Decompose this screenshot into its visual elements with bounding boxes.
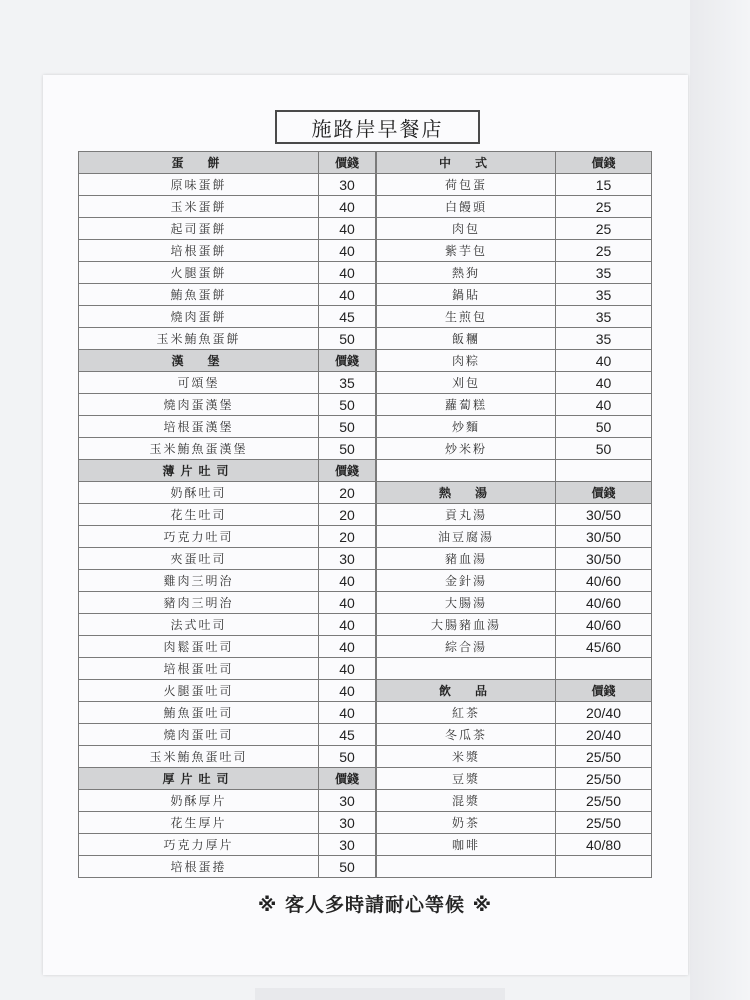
item-name: 生煎包	[377, 306, 556, 328]
menu-item-row	[79, 856, 376, 878]
item-price: 45	[319, 724, 376, 746]
menu-item-row	[377, 504, 652, 526]
item-name: 豬血湯	[377, 548, 556, 570]
menu-item-row	[79, 834, 376, 856]
menu-item-row	[377, 746, 652, 768]
item-name: 巧克力厚片	[79, 834, 319, 856]
item-name: 培根蛋吐司	[79, 658, 319, 680]
menu-item-row	[79, 526, 376, 548]
item-name: 夾蛋吐司	[79, 548, 319, 570]
item-price: 30	[319, 812, 376, 834]
item-price: 25/50	[556, 790, 652, 812]
item-name: 火腿蛋餅	[79, 262, 319, 284]
item-price: 50	[319, 394, 376, 416]
item-name: 花生厚片	[79, 812, 319, 834]
item-price: 50	[556, 416, 652, 438]
menu-item-row	[377, 394, 652, 416]
item-price: 15	[556, 174, 652, 196]
section-header-row	[79, 460, 376, 482]
item-name: 原味蛋餅	[79, 174, 319, 196]
left-menu-table	[78, 151, 376, 878]
item-name: 金針湯	[377, 570, 556, 592]
price-header: 價錢	[556, 152, 652, 174]
menu-item-row	[79, 262, 376, 284]
item-price: 35	[319, 372, 376, 394]
item-price: 30	[319, 174, 376, 196]
item-name	[377, 856, 556, 878]
menu-item-row	[79, 482, 376, 504]
shop-title: 施路岸早餐店	[275, 110, 480, 144]
menu-item-row	[377, 438, 652, 460]
menu-item-row	[79, 306, 376, 328]
item-price: 40/60	[556, 570, 652, 592]
item-name	[377, 460, 556, 482]
menu-item-row	[79, 614, 376, 636]
item-price: 40/60	[556, 614, 652, 636]
item-price: 45/60	[556, 636, 652, 658]
menu-item-row	[377, 834, 652, 856]
item-price: 40	[319, 636, 376, 658]
item-price: 35	[556, 306, 652, 328]
menu-item-row	[79, 680, 376, 702]
item-price: 40	[319, 592, 376, 614]
price-header: 價錢	[319, 768, 376, 790]
item-name: 蘿蔔糕	[377, 394, 556, 416]
item-name: 荷包蛋	[377, 174, 556, 196]
item-name: 鮪魚蛋餅	[79, 284, 319, 306]
item-name: 肉包	[377, 218, 556, 240]
price-header: 價錢	[319, 350, 376, 372]
section-header-row	[79, 152, 376, 174]
menu-item-row	[79, 658, 376, 680]
menu-item-row	[79, 570, 376, 592]
menu-item-row	[377, 702, 652, 724]
menu-item-row	[377, 570, 652, 592]
item-name: 紅茶	[377, 702, 556, 724]
item-price: 45	[319, 306, 376, 328]
menu-item-row	[79, 746, 376, 768]
item-name: 豆漿	[377, 768, 556, 790]
item-name: 綜合湯	[377, 636, 556, 658]
item-name: 可頌堡	[79, 372, 319, 394]
menu-item-row	[79, 636, 376, 658]
item-name: 火腿蛋吐司	[79, 680, 319, 702]
paper-edge	[255, 988, 505, 1000]
item-name: 奶酥厚片	[79, 790, 319, 812]
blank-row	[377, 856, 652, 878]
menu-item-row	[79, 416, 376, 438]
item-name	[377, 658, 556, 680]
menu-item-row	[377, 328, 652, 350]
item-price: 50	[556, 438, 652, 460]
item-price: 25	[556, 240, 652, 262]
item-name: 鍋貼	[377, 284, 556, 306]
item-price	[556, 856, 652, 878]
item-name: 雞肉三明治	[79, 570, 319, 592]
menu-item-row	[79, 196, 376, 218]
item-price: 40	[556, 372, 652, 394]
section-title: 厚片吐司	[79, 768, 319, 790]
menu-item-row	[377, 614, 652, 636]
blank-row	[377, 658, 652, 680]
item-name: 大腸豬血湯	[377, 614, 556, 636]
item-price: 25	[556, 196, 652, 218]
menu-item-row	[377, 196, 652, 218]
item-price: 40/80	[556, 834, 652, 856]
menu-item-row	[377, 526, 652, 548]
menu-item-row	[79, 702, 376, 724]
menu-item-row	[377, 416, 652, 438]
section-header-row	[79, 350, 376, 372]
item-name: 玉米鮪魚蛋漢堡	[79, 438, 319, 460]
menu-item-row	[79, 372, 376, 394]
item-name: 混漿	[377, 790, 556, 812]
item-price: 40	[319, 218, 376, 240]
item-name: 培根蛋漢堡	[79, 416, 319, 438]
item-name: 玉米鮪魚蛋餅	[79, 328, 319, 350]
right-menu-table	[376, 151, 652, 878]
item-price: 20	[319, 526, 376, 548]
item-name: 豬肉三明治	[79, 592, 319, 614]
item-name: 白饅頭	[377, 196, 556, 218]
item-name: 油豆腐湯	[377, 526, 556, 548]
item-price: 40	[319, 658, 376, 680]
item-price: 20/40	[556, 724, 652, 746]
item-price: 25/50	[556, 812, 652, 834]
section-title: 漢 堡	[79, 350, 319, 372]
item-price: 40	[319, 680, 376, 702]
menu-item-row	[377, 790, 652, 812]
item-price: 30	[319, 548, 376, 570]
item-name: 咖啡	[377, 834, 556, 856]
item-price	[556, 658, 652, 680]
item-name: 肉鬆蛋吐司	[79, 636, 319, 658]
item-price: 20	[319, 504, 376, 526]
item-price: 30/50	[556, 526, 652, 548]
item-name: 玉米蛋餅	[79, 196, 319, 218]
menu-item-row	[377, 174, 652, 196]
item-price: 30	[319, 834, 376, 856]
item-name: 法式吐司	[79, 614, 319, 636]
item-price: 40	[319, 196, 376, 218]
item-price: 20	[319, 482, 376, 504]
menu-item-row	[377, 306, 652, 328]
item-name: 鮪魚蛋吐司	[79, 702, 319, 724]
item-price: 35	[556, 284, 652, 306]
menu-item-row	[377, 636, 652, 658]
item-price: 40/60	[556, 592, 652, 614]
wall-background	[690, 0, 750, 1000]
item-name: 炒麵	[377, 416, 556, 438]
menu-item-row	[79, 790, 376, 812]
item-price: 25	[556, 218, 652, 240]
price-header: 價錢	[319, 152, 376, 174]
item-price: 40	[319, 570, 376, 592]
item-name: 巧克力吐司	[79, 526, 319, 548]
item-price: 20/40	[556, 702, 652, 724]
item-name: 熱狗	[377, 262, 556, 284]
section-header-row	[377, 680, 652, 702]
item-price: 30/50	[556, 504, 652, 526]
section-header-row	[79, 768, 376, 790]
item-name: 燒肉蛋漢堡	[79, 394, 319, 416]
item-price: 40	[556, 350, 652, 372]
item-name: 燒肉蛋吐司	[79, 724, 319, 746]
item-name: 大腸湯	[377, 592, 556, 614]
price-header: 價錢	[556, 680, 652, 702]
item-name: 冬瓜茶	[377, 724, 556, 746]
menu-item-row	[377, 724, 652, 746]
price-header: 價錢	[556, 482, 652, 504]
item-name: 炒米粉	[377, 438, 556, 460]
item-price: 40	[319, 240, 376, 262]
menu-item-row	[377, 592, 652, 614]
menu-item-row	[79, 174, 376, 196]
item-price: 30/50	[556, 548, 652, 570]
item-name: 奶酥吐司	[79, 482, 319, 504]
price-header: 價錢	[319, 460, 376, 482]
menu-item-row	[377, 548, 652, 570]
footer-notice: ※ 客人多時請耐心等候 ※	[257, 894, 493, 916]
section-header-row	[377, 152, 652, 174]
item-price: 50	[319, 328, 376, 350]
menu-item-row	[377, 768, 652, 790]
item-price: 50	[319, 746, 376, 768]
item-name: 肉粽	[377, 350, 556, 372]
menu-item-row	[79, 438, 376, 460]
item-price: 30	[319, 790, 376, 812]
item-name: 紫芋包	[377, 240, 556, 262]
item-name: 玉米鮪魚蛋吐司	[79, 746, 319, 768]
menu-item-row	[79, 394, 376, 416]
item-price: 50	[319, 416, 376, 438]
item-name: 培根蛋捲	[79, 856, 319, 878]
section-title: 中 式	[377, 152, 556, 174]
menu-item-row	[377, 372, 652, 394]
item-name: 飯糰	[377, 328, 556, 350]
item-name: 燒肉蛋餅	[79, 306, 319, 328]
item-name: 貢丸湯	[377, 504, 556, 526]
section-title: 熱 湯	[377, 482, 556, 504]
menu-item-row	[377, 812, 652, 834]
section-title: 蛋 餅	[79, 152, 319, 174]
menu-item-row	[79, 284, 376, 306]
menu-item-row	[79, 724, 376, 746]
section-header-row	[377, 482, 652, 504]
menu-item-row	[377, 262, 652, 284]
menu-item-row	[79, 592, 376, 614]
item-price: 40	[556, 394, 652, 416]
item-name: 培根蛋餅	[79, 240, 319, 262]
menu-item-row	[79, 548, 376, 570]
item-name: 起司蛋餅	[79, 218, 319, 240]
item-price	[556, 460, 652, 482]
item-price: 25/50	[556, 768, 652, 790]
menu-item-row	[79, 504, 376, 526]
item-name: 米漿	[377, 746, 556, 768]
item-price: 50	[319, 438, 376, 460]
item-name: 奶茶	[377, 812, 556, 834]
item-price: 40	[319, 702, 376, 724]
item-price: 35	[556, 262, 652, 284]
menu-item-row	[79, 812, 376, 834]
menu-item-row	[79, 218, 376, 240]
menu-item-row	[377, 284, 652, 306]
item-price: 35	[556, 328, 652, 350]
menu-item-row	[79, 328, 376, 350]
menu-item-row	[377, 240, 652, 262]
item-name: 刈包	[377, 372, 556, 394]
item-price: 40	[319, 614, 376, 636]
menu-item-row	[377, 350, 652, 372]
menu-item-row	[377, 218, 652, 240]
blank-row	[377, 460, 652, 482]
item-price: 25/50	[556, 746, 652, 768]
item-price: 40	[319, 284, 376, 306]
item-name: 花生吐司	[79, 504, 319, 526]
item-price: 50	[319, 856, 376, 878]
menu-item-row	[79, 240, 376, 262]
section-title: 飲 品	[377, 680, 556, 702]
section-title: 薄片吐司	[79, 460, 319, 482]
item-price: 40	[319, 262, 376, 284]
